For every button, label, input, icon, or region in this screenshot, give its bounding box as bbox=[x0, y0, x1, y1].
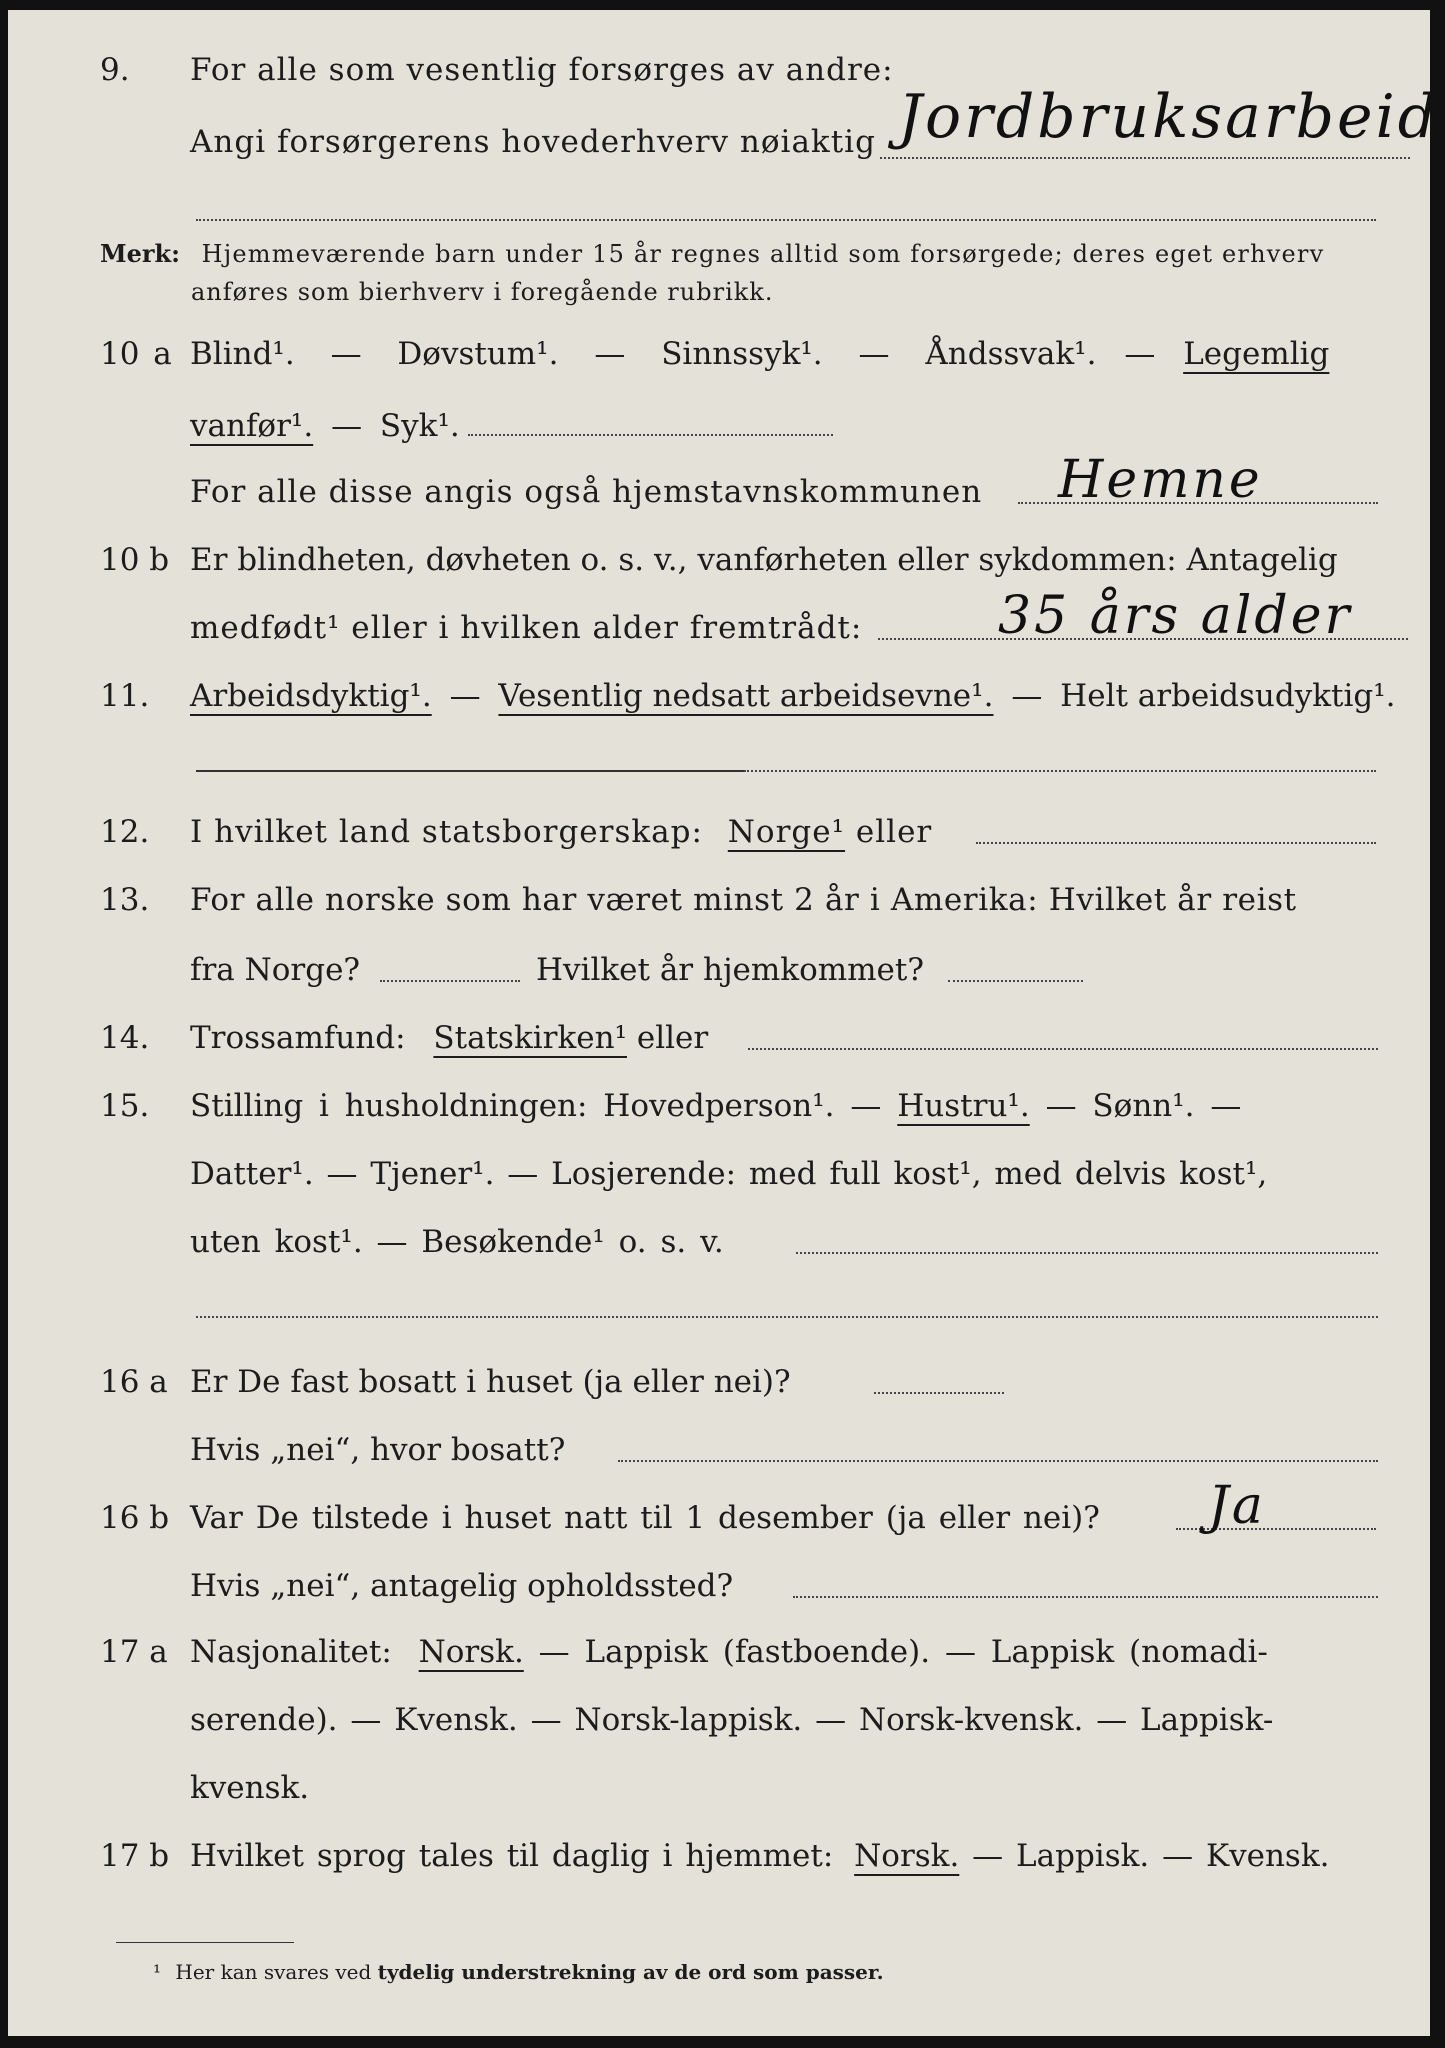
footnote-emphasis: tydelig understrekning av de ord som passer. bbox=[377, 1960, 884, 1984]
q16a-number: 16 a bbox=[100, 1364, 168, 1400]
merk-note bbox=[100, 235, 1324, 273]
q12-norge-underlined: Norge¹ bbox=[727, 814, 846, 850]
q10a-dovstum: Døvstum¹. bbox=[397, 336, 559, 372]
q10b-line1 bbox=[8, 538, 1430, 582]
q15-line2 bbox=[8, 1152, 1430, 1196]
q9-question: For alle som vesentlig forsørges av andre: bbox=[190, 52, 894, 88]
q9-label: Angi forsørgerens hovederhverv nøiaktig bbox=[190, 124, 876, 160]
q10a-hjemstavn-label: For alle disse angis også hjemstavnskommunen bbox=[190, 474, 983, 510]
q16a-bosatt: Hvis „nei“, hvor bosatt? bbox=[190, 1432, 566, 1468]
q17b-label: Hvilket sprog tales til daglig i hjemmet: bbox=[190, 1838, 834, 1874]
merk-label: Merk: bbox=[100, 239, 180, 268]
q16a-bosatt-line bbox=[618, 1460, 1378, 1462]
q16b-opholdssted-line bbox=[793, 1596, 1378, 1598]
q13-reist-line bbox=[380, 980, 520, 982]
q16b-handwritten-answer: Ja bbox=[1208, 1476, 1266, 1536]
q17a-line3 bbox=[8, 1766, 1430, 1810]
q13-question: For alle norske som har været minst 2 år i Amerika: Hvilket år reist bbox=[190, 882, 1297, 918]
q10a-number: 10 a bbox=[100, 336, 172, 372]
q15-extra-line bbox=[196, 1316, 1378, 1318]
q13-hjemkommet: Hvilket år hjemkommet? bbox=[536, 952, 924, 988]
q17a-label: Nasjonalitet: bbox=[190, 1634, 392, 1670]
q15-hustru-underlined: Hustru¹. bbox=[897, 1088, 1030, 1124]
q17a-norsk-underlined: Norsk. bbox=[418, 1634, 524, 1670]
q15-options-2: uten kost¹. — Besøkende¹ o. s. v. bbox=[190, 1224, 724, 1260]
q10a-blind: Blind¹. bbox=[190, 336, 295, 372]
q16b-opholdssted: Hvis „nei“, antagelig opholdssted? bbox=[190, 1568, 734, 1604]
q15-options: Datter¹. — Tjener¹. — Losjerende: med full kost¹, med delvis kost¹, bbox=[190, 1156, 1268, 1192]
q17b-norsk-underlined: Norsk. bbox=[854, 1838, 960, 1874]
q13-line2 bbox=[8, 948, 1430, 992]
q15-line1 bbox=[8, 1084, 1430, 1128]
q16b-line2 bbox=[8, 1564, 1430, 1608]
q11-number: 11. bbox=[100, 678, 150, 714]
q17a-number: 17 a bbox=[100, 1634, 168, 1670]
q14-number: 14. bbox=[100, 1020, 150, 1056]
q13-hjemkommet-line bbox=[948, 980, 1083, 982]
q15-line3 bbox=[8, 1220, 1430, 1264]
q11-line-left bbox=[196, 770, 744, 772]
q10a-andssvak: Åndssvak¹. bbox=[925, 336, 1097, 372]
q10b-handwritten-answer: 35 års alder bbox=[998, 586, 1353, 646]
q17a-line1 bbox=[8, 1630, 1430, 1674]
q12-line bbox=[8, 810, 1430, 854]
merk-text-1: Hjemmeværende barn under 15 år regnes alltid som forsørgede; deres eget erhverv bbox=[201, 240, 1325, 268]
q15-sonn: — Sønn¹. — bbox=[1045, 1088, 1242, 1124]
q9-extra-line bbox=[196, 219, 1376, 221]
q12-number: 12. bbox=[100, 814, 150, 850]
q10b-label: medfødt¹ eller i hvilken alder fremtrådt: bbox=[190, 610, 863, 646]
q11-line-right bbox=[744, 770, 1376, 772]
q10a-legemlig-underlined: Legemlig bbox=[1183, 336, 1330, 372]
q16a-line1 bbox=[8, 1360, 1430, 1404]
q10a-vanfor-underlined: vanfør¹. bbox=[190, 408, 314, 444]
q17b-line bbox=[8, 1834, 1430, 1878]
q10a-sinnssyk: Sinnssyk¹. bbox=[661, 336, 823, 372]
q17a-options-2: serende). — Kvensk. — Norsk-lappisk. — Norsk-kvensk. — Lappisk- bbox=[190, 1702, 1274, 1738]
footnote bbox=[153, 1960, 884, 1984]
q14-statskirken-underlined: Statskirken¹ bbox=[433, 1020, 627, 1056]
q17a-options: — Lappisk (fastboende). — Lappisk (nomadi- bbox=[538, 1634, 1268, 1670]
q17b-options: — Lappisk. — Kvensk. bbox=[972, 1838, 1330, 1874]
q10a-handwritten-answer: Hemne bbox=[1058, 450, 1263, 510]
q10b-number: 10 b bbox=[100, 542, 170, 578]
q9-answer-line bbox=[880, 157, 1410, 159]
q17a-line2 bbox=[8, 1698, 1430, 1742]
q16a-answer-line bbox=[874, 1392, 1004, 1394]
q11-arbeidsdyktig-underlined: Arbeidsdyktig¹. bbox=[190, 678, 432, 714]
q14-label: Trossamfund: bbox=[190, 1020, 406, 1056]
q15-number: 15. bbox=[100, 1088, 150, 1124]
q9-handwritten-answer: Jordbruksarbeid bbox=[898, 82, 1440, 152]
census-form-page bbox=[8, 10, 1440, 2036]
q10a-line2: vanfør¹. — Syk¹. bbox=[190, 408, 460, 444]
q13-line1 bbox=[8, 878, 1430, 922]
q11-udyktig: Helt arbeidsudyktig¹. bbox=[1060, 678, 1396, 714]
q9-number: 9. bbox=[100, 52, 130, 88]
q10a-line1: 10 a Blind¹. — Døvstum¹. — Sinnssyk¹. — Åndssvak¹. — Legemlig bbox=[8, 332, 1430, 376]
q15-answer-line bbox=[796, 1252, 1378, 1254]
footnote-mark: ¹ bbox=[153, 1960, 162, 1984]
footnote-text: Her kan svares ved bbox=[175, 1960, 372, 1984]
q15-label: Stilling i husholdningen: Hovedperson¹. — bbox=[190, 1088, 882, 1124]
merk-text-2: anføres som bierhverv i foregående rubrikk. bbox=[191, 278, 774, 306]
q17b-number: 17 b bbox=[100, 1838, 170, 1874]
q14-eller: eller bbox=[636, 1020, 709, 1056]
q17a-options-3: kvensk. bbox=[190, 1770, 310, 1806]
q14-line bbox=[8, 1016, 1430, 1060]
q16b-number: 16 b bbox=[100, 1500, 170, 1536]
q10a-syk-line bbox=[468, 434, 833, 436]
q13-number: 13. bbox=[100, 882, 150, 918]
q16a-line2 bbox=[8, 1428, 1430, 1472]
q10a-syk: Syk¹. bbox=[379, 408, 460, 444]
q12-eller: eller bbox=[855, 814, 933, 850]
q12-answer-line bbox=[976, 842, 1376, 844]
q10b-question: Er blindheten, døvheten o. s. v., vanførheten eller sykdommen: Antagelig bbox=[190, 542, 1338, 578]
q11-nedsatt-underlined: Vesentlig nedsatt arbeidsevne¹. bbox=[498, 678, 994, 714]
q13-reist: fra Norge? bbox=[190, 952, 361, 988]
q14-answer-line bbox=[748, 1048, 1378, 1050]
footnote-rule bbox=[116, 1942, 294, 1943]
q12-label: I hvilket land statsborgerskap: bbox=[190, 814, 703, 850]
q16b-question: Var De tilstede i huset natt til 1 desember (ja eller nei)? bbox=[190, 1500, 1100, 1536]
q11-line: 11. Arbeidsdyktig¹. — Vesentlig nedsatt arbeidsevne¹. — Helt arbeidsudyktig¹. bbox=[8, 674, 1430, 718]
q16a-question: Er De fast bosatt i huset (ja eller nei)? bbox=[190, 1364, 791, 1400]
q16b-answer-line bbox=[1176, 1528, 1376, 1530]
